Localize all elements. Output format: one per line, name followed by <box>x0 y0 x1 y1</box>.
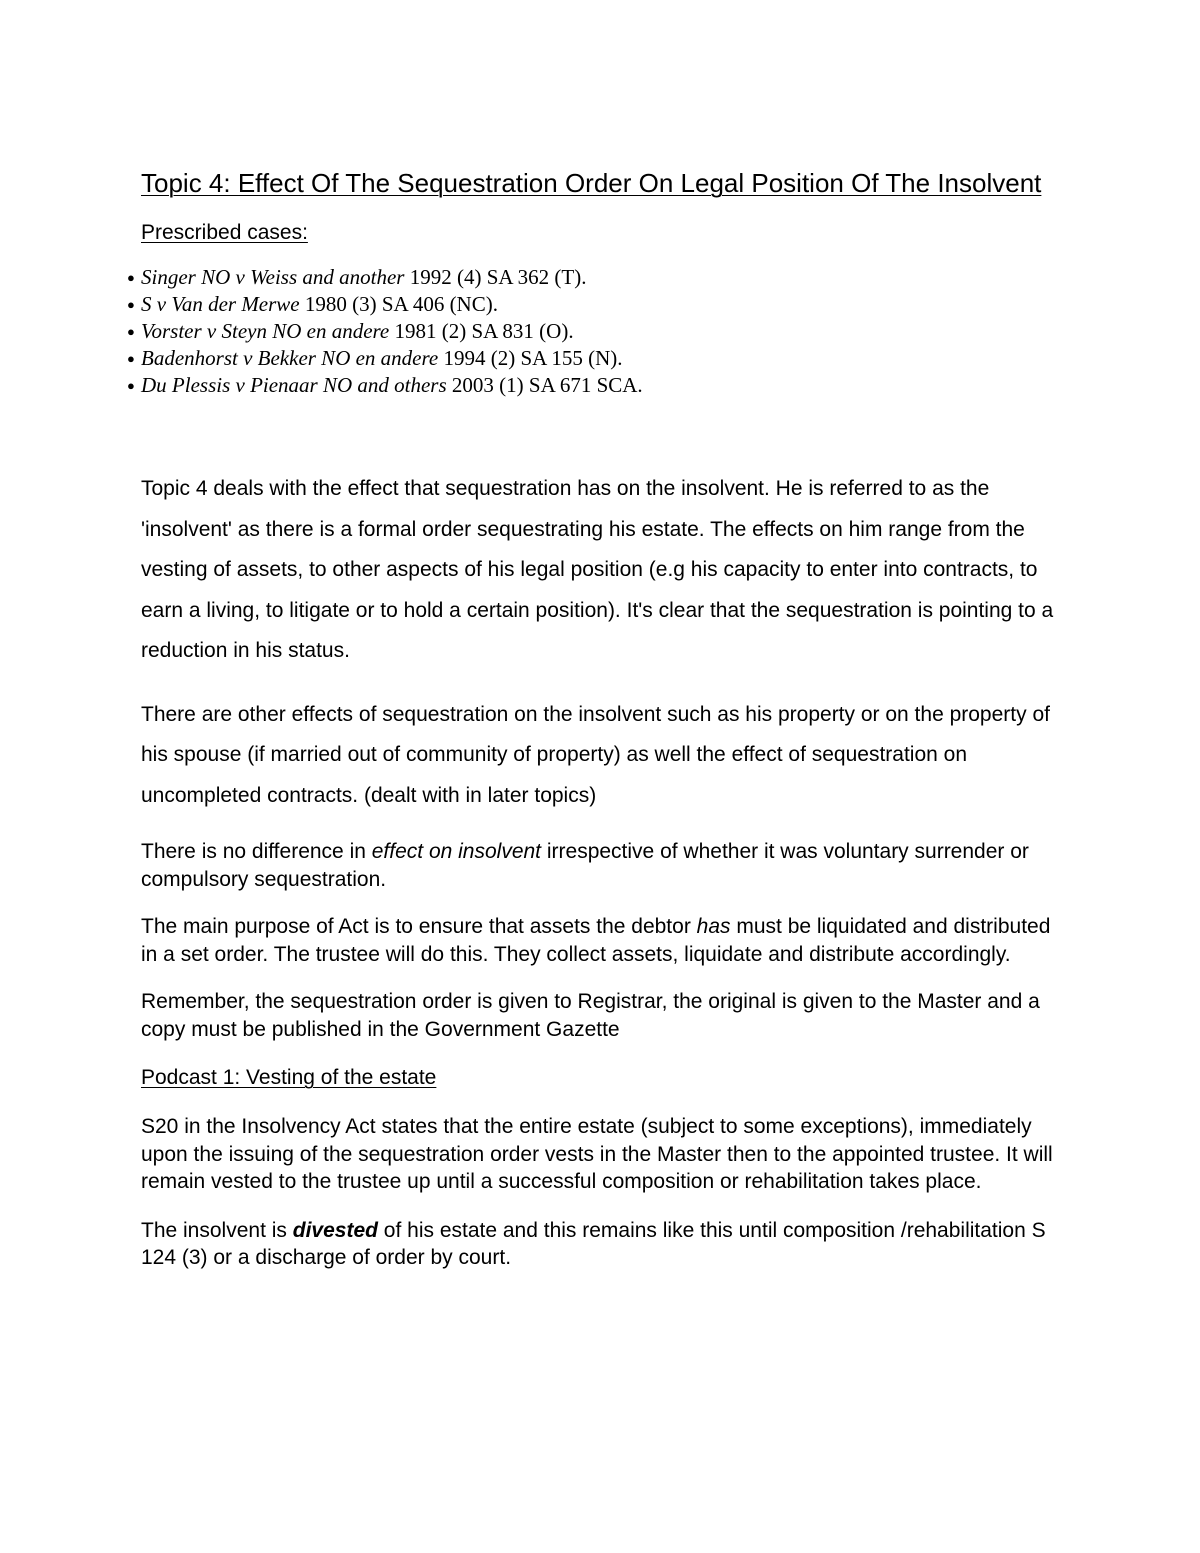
prescribed-cases-list <box>127 264 1061 399</box>
bullet-icon: ● <box>127 297 135 312</box>
bullet-icon: ● <box>127 270 135 285</box>
case-item <box>127 345 1061 372</box>
text-run: of his estate and this remains like this until composition /rehabilitation S 124 (3) or a discharge of order by court. <box>141 1218 1046 1269</box>
page-title: Topic 4: Effect Of The Sequestration Order On Legal Position Of The Insolvent <box>141 168 1042 198</box>
intro-paragraph: Topic 4 deals with the effect that sequestration has on the insolvent. He is referred to as the 'insolvent' as there is a formal order sequestrating his estate. The effects on him range from the vesting of assets, to other aspects of his legal position (e.g his capacity to enter into contracts, to earn a living, to litigate or to hold a certain position). It's clear that the sequestration is pointing to a reduction in his status. <box>141 477 1054 662</box>
case-citation: 1994 (2) SA 155 (N). <box>438 346 623 370</box>
podcast-heading: Podcast 1: Vesting of the estate <box>141 1066 437 1089</box>
text-run: The insolvent is <box>141 1218 293 1242</box>
divested-paragraph <box>141 1217 1061 1272</box>
bullet-icon: ● <box>127 351 135 366</box>
case-citation: 1992 (4) SA 362 (T). <box>404 265 587 289</box>
main-purpose-paragraph <box>141 913 1061 968</box>
case-citation: 1981 (2) SA 831 (O). <box>389 319 574 343</box>
case-item <box>127 291 1061 318</box>
text-run: The main purpose of Act is to ensure that assets the debtor <box>141 915 697 938</box>
document-page <box>127 166 1061 1272</box>
case-item <box>127 372 1061 399</box>
bullet-icon: ● <box>127 378 135 393</box>
bullet-icon: ● <box>127 324 135 339</box>
case-citation: 2003 (1) SA 671 SCA. <box>446 373 643 397</box>
emphasis-text: effect on insolvent <box>371 840 542 863</box>
text-run: There is no difference in <box>141 840 372 863</box>
text-run: irrespective of whether it was voluntary surrender or compulsory sequestration. <box>141 840 1029 891</box>
case-name: Du Plessis v Pienaar NO and others <box>141 373 447 397</box>
case-item <box>127 264 1061 291</box>
case-name: Badenhorst v Bekker NO en andere <box>141 346 439 370</box>
no-difference-paragraph <box>141 838 1061 893</box>
case-name: Singer NO v Weiss and another <box>141 265 405 289</box>
prescribed-cases-heading: Prescribed cases: <box>141 221 308 244</box>
case-item <box>127 318 1061 345</box>
case-name: Vorster v Steyn NO en andere <box>141 319 390 343</box>
emphasis-text: divested <box>292 1218 378 1242</box>
other-effects-paragraph: There are other effects of sequestration on the insolvent such as his property or on the property of his spouse (if married out of community of property) as well the effect of sequestration on uncompleted contracts. (dealt with in later topics) <box>141 702 1050 807</box>
emphasis-text: has <box>696 915 731 938</box>
case-name: S v Van der Merwe <box>141 292 300 316</box>
case-citation: 1980 (3) SA 406 (NC). <box>299 292 498 316</box>
text-run: must be liquidated and distributed in a set order. The trustee will do this. They collect assets, liquidate and distribute accordingly. <box>141 915 1051 966</box>
s20-paragraph: S20 in the Insolvency Act states that the entire estate (subject to some exceptions), immediately upon the issuing of the sequestration order vests in the Master then to the appointed trustee. It will remain vested to the trustee up until a successful composition or rehabilitation takes place. <box>141 1115 1053 1193</box>
remember-paragraph: Remember, the sequestration order is given to Registrar, the original is given to the Master and a copy must be published in the Government Gazette <box>141 990 1040 1041</box>
